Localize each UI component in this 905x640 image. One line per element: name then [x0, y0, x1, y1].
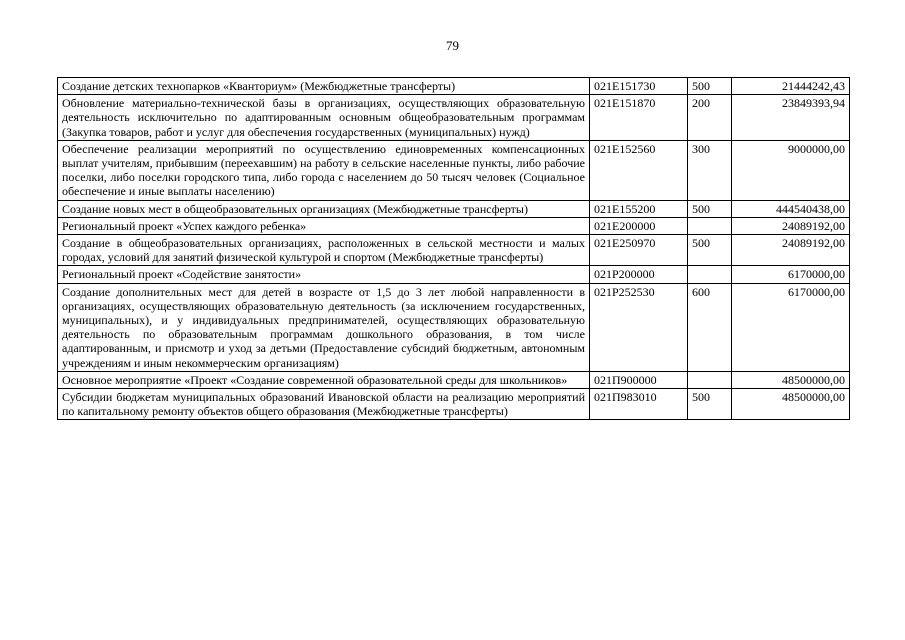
- page-number: 79: [446, 38, 459, 53]
- amount: 9000000,00: [732, 140, 850, 200]
- amount: 6170000,00: [732, 283, 850, 371]
- target-article-code: 021Е151870: [590, 95, 688, 141]
- expense-type-code: 500: [688, 235, 732, 266]
- target-article-code: 021Р200000: [590, 266, 688, 283]
- expense-type-code: 500: [688, 200, 732, 217]
- table-row: [58, 78, 850, 95]
- table-row: [58, 235, 850, 266]
- amount: 21444242,43: [732, 78, 850, 95]
- expense-type-code: 200: [688, 95, 732, 141]
- row-name: Основное мероприятие «Проект «Создание современной образовательной среды для школьников»: [58, 371, 590, 388]
- expense-type-code: [688, 217, 732, 234]
- target-article-code: 021П983010: [590, 389, 688, 420]
- row-name: Обеспечение реализации мероприятий по осуществлению единовременных компенсационных выплат учителям, прибывшим (переехавшим) на работу в сельские населенные пункты, либо рабочие поселки, либо поселки городского типа, либо города с населением до 50 тысяч человек (Социальное обеспечение и иные выплаты населению): [58, 140, 590, 200]
- row-name: Региональный проект «Содействие занятости»: [58, 266, 590, 283]
- table-row: [58, 140, 850, 200]
- row-name: Создание детских технопарков «Кванториум» (Межбюджетные трансферты): [58, 78, 590, 95]
- amount: 444540438,00: [732, 200, 850, 217]
- expense-type-code: [688, 266, 732, 283]
- table-row: [58, 200, 850, 217]
- target-article-code: 021Е200000: [590, 217, 688, 234]
- row-name: Региональный проект «Успех каждого ребенка»: [58, 217, 590, 234]
- amount: 48500000,00: [732, 371, 850, 388]
- target-article-code: 021Е152560: [590, 140, 688, 200]
- row-name: Обновление материально-технической базы в организациях, осуществляющих образовательную деятельность исключительно по адаптированным основным общеобразовательным программам (Закупка товаров, работ и услуг для обеспечения государственных (муниципальных) нужд): [58, 95, 590, 141]
- target-article-code: 021Е155200: [590, 200, 688, 217]
- table-row: [58, 389, 850, 420]
- table-row: [58, 95, 850, 141]
- amount: 24089192,00: [732, 217, 850, 234]
- target-article-code: 021Е151730: [590, 78, 688, 95]
- amount: 24089192,00: [732, 235, 850, 266]
- expense-type-code: 500: [688, 78, 732, 95]
- row-name: Создание в общеобразовательных организациях, расположенных в сельской местности и малых городах, условий для занятий физической культурой и спортом (Межбюджетные трансферты): [58, 235, 590, 266]
- expense-type-code: 600: [688, 283, 732, 371]
- target-article-code: 021Р252530: [590, 283, 688, 371]
- expense-type-code: 300: [688, 140, 732, 200]
- amount: 48500000,00: [732, 389, 850, 420]
- budget-table: [57, 77, 850, 420]
- amount: 23849393,94: [732, 95, 850, 141]
- amount: 6170000,00: [732, 266, 850, 283]
- table-row: [58, 266, 850, 283]
- table-row: [58, 371, 850, 388]
- expense-type-code: 500: [688, 389, 732, 420]
- expense-type-code: [688, 371, 732, 388]
- row-name: Субсидии бюджетам муниципальных образований Ивановской области на реализацию мероприятий по капитальному ремонту объектов общего образования (Межбюджетные трансферты): [58, 389, 590, 420]
- table-row: [58, 283, 850, 371]
- row-name: Создание дополнительных мест для детей в возрасте от 1,5 до 3 лет любой направленности в организациях, осуществляющих образовательную деятельность (за исключением государственных, муниципальных), и у индивидуальных предпринимателей, осуществляющих образовательную деятельность по образовательным программам дошкольного образования, в том числе адаптированным, и присмотр и уход за детьми (Предоставление субсидий бюджетным, автономным учреждениям и иным некоммерческим организациям): [58, 283, 590, 371]
- target-article-code: 021Е250970: [590, 235, 688, 266]
- row-name: Создание новых мест в общеобразовательных организациях (Межбюджетные трансферты): [58, 200, 590, 217]
- table-row: [58, 217, 850, 234]
- target-article-code: 021П900000: [590, 371, 688, 388]
